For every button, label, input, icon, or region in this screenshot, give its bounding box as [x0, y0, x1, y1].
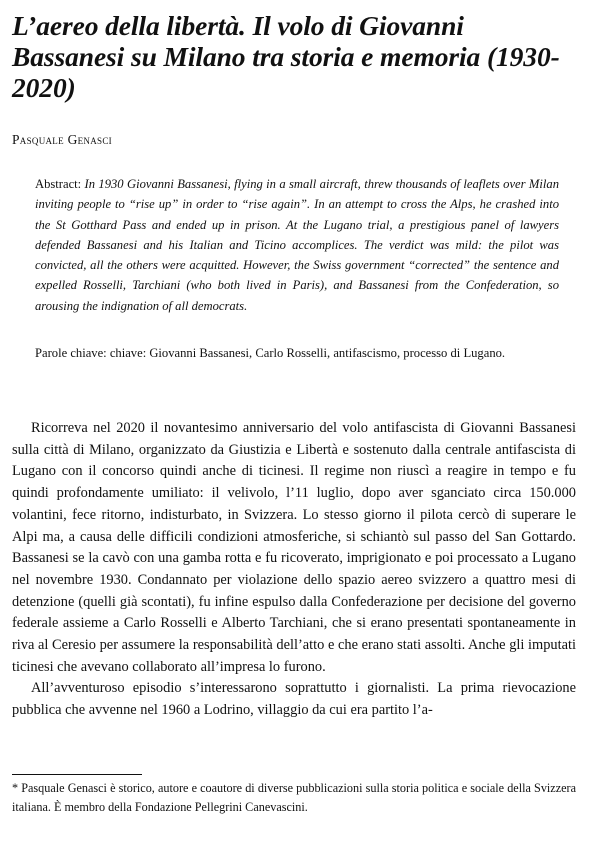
footnote: * Pasquale Genasci è storico, autore e coautore di diverse pubblicazioni sulla storia politica e sociale della Svizzera italiana. È membro della Fondazione Pellegrini Canevascini. [12, 781, 576, 814]
author-name: Pasquale Genasci [12, 132, 112, 147]
body-paragraph: Ricorreva nel 2020 il novantesimo anniversario del volo antifascista di Giovanni Bassanesi sulla città di Milano, organizzato da Giustizia e Libertà e sostenuto dalla centrale antifascista di Lugano con il concorso quindi anche di ticinesi. Il regime non riuscì a reagire in tempo e fu quindi profondamente umiliato: il velivolo, l’11 luglio, dopo aver sganciato circa 150.000 volantini, fece ritorno, indisturbato, in Svizzera. Lo stesso giorno il pilota cercò di superare le Alpi ma, a causa delle difficili condizioni atmosferiche, si schiantò sul passo del San Gottardo. Bassanesi se la cavò con una gamba rotta e fu ricoverato, imprigionato e poi processato a Lugano nel novembre 1930. Condannato per violazione dello spazio aereo svizzero a quattro mesi di detenzione (quelli già scontati), fu infine espulso dalla Confederazione per decisione del governo federale assieme a Carlo Rosselli e Alberto Tarchiani, che si erano presentati spontaneamente in riva al Ceresio per assumere la responsabilità dell’atto e che erano stati assolti. Anche gli imputati ticinesi che avevano collaborato all’impresa lo furono. [12, 420, 576, 675]
abstract-text: In 1930 Giovanni Bassanesi, flying in a small aircraft, threw thousands of leaflets over Milan inviting people to “rise up” in order to “rise again”. In an attempt to cross the Alps, he crashed into the St Gotthard Pass and ended up in prison. At the Lugano trial, a prestigious panel of lawyers defended Bassanesi and his Italian and Ticino accomplices. The verdict was mild: the pilot was convicted, all the others were acquitted. However, the Swiss government “corrected” the sentence and expelled Rosselli, Tarchiani (who both lived in Paris), and Bassanesi from the Confederation, so arousing the indignation of all democrats. [35, 177, 560, 313]
article-title: L’aereo della libertà. Il volo di Giovanni Bassanesi su Milano tra storia e memoria (1930-2020) [12, 10, 560, 103]
abstract-label: Abstract: [35, 177, 85, 191]
keywords: Parole chiave: chiave: Giovanni Bassanesi, Carlo Rosselli, antifascismo, processo di Lugano. [35, 346, 506, 360]
footnote-divider [12, 774, 142, 775]
body-paragraph: All’avventuroso episodio s’interessarono soprattutto i giornalisti. La prima rievocazione pubblica che avvenne nel 1960 a Lodrino, villaggio da cui era partito l’a- [12, 680, 576, 719]
article-body [12, 418, 576, 722]
abstract [35, 174, 559, 316]
